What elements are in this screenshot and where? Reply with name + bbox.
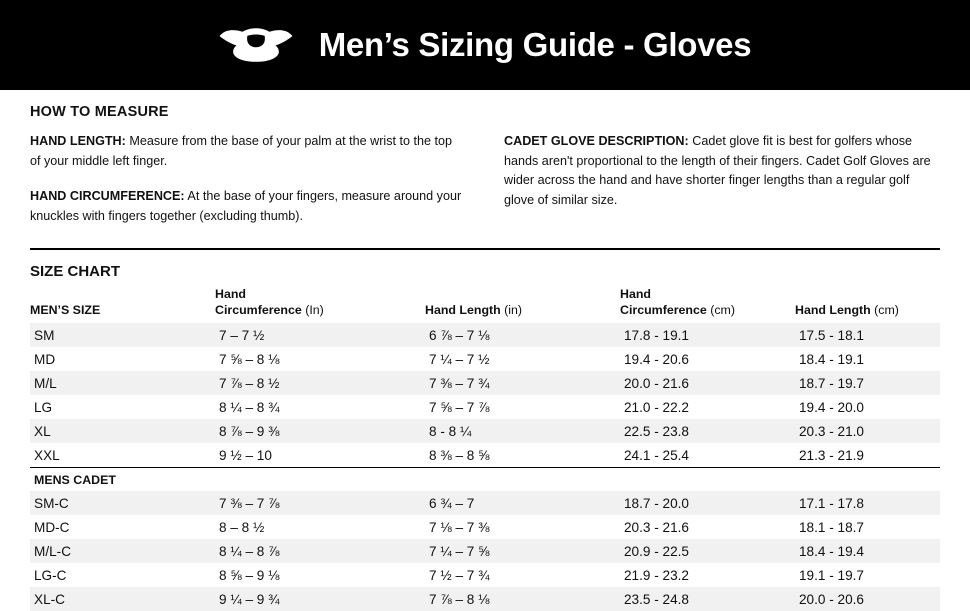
table-row xyxy=(30,443,940,468)
table-cell: 20.0 - 21.6 xyxy=(620,371,795,395)
table-cell: 9 ½ – 10 xyxy=(219,447,272,463)
table-cell: 17.8 - 19.1 xyxy=(620,323,795,347)
table-row xyxy=(30,539,940,563)
table-cell: 7 ⅞ – 8 ⅛ xyxy=(425,587,620,611)
cadet-glove-paragraph xyxy=(504,132,940,210)
table-cell: 18.1 - 18.7 xyxy=(799,519,864,535)
hand-length-paragraph xyxy=(30,132,466,171)
table-row xyxy=(30,491,940,515)
table-cell: 21.9 - 23.2 xyxy=(624,567,689,583)
column-header-length-cm xyxy=(795,286,940,323)
table-row xyxy=(30,419,940,443)
table-cell: 8 – 8 ½ xyxy=(219,519,265,535)
table-row xyxy=(30,515,940,539)
under-armour-logo xyxy=(219,24,293,66)
table-cell: 7 ⅜ – 7 ⅞ xyxy=(215,491,425,515)
table-cell: 17.1 - 17.8 xyxy=(795,491,940,515)
table-cell: 19.4 - 20.0 xyxy=(799,399,864,415)
column-header-line2: MEN’S SIZE xyxy=(30,303,101,318)
table-row xyxy=(30,587,940,611)
column-header-length-in xyxy=(425,286,620,323)
table-cell xyxy=(620,468,795,492)
table-cell: 6 ¾ – 7 xyxy=(425,491,620,515)
column-header-unit: (In) xyxy=(301,303,324,318)
column-header-line1: Hand xyxy=(215,287,246,302)
how-to-measure-columns xyxy=(30,132,940,242)
table-cell: 8 ¼ – 8 ¾ xyxy=(219,399,280,415)
section-divider xyxy=(30,248,940,250)
page-header xyxy=(0,0,970,90)
column-header-line2: Hand Length xyxy=(795,303,871,318)
table-cell: 8 ⅝ – 9 ⅛ xyxy=(219,567,280,583)
table-cell: 18.7 - 20.0 xyxy=(620,491,795,515)
column-header-circumference-in xyxy=(215,286,425,323)
size-chart-heading: SIZE CHART xyxy=(30,263,120,281)
table-cell: 20.9 - 22.5 xyxy=(620,539,795,563)
table-cell: 18.4 - 19.1 xyxy=(799,351,864,367)
table-cell: LG xyxy=(34,399,53,415)
table-cell: SM-C xyxy=(30,491,215,515)
table-cell: 24.1 - 25.4 xyxy=(624,447,689,463)
how-to-measure-right-column xyxy=(504,132,940,242)
table-cell: 20.3 - 21.0 xyxy=(795,419,940,443)
column-header-line1: Hand xyxy=(620,287,651,302)
table-cell: LG-C xyxy=(34,567,67,583)
table-cell: 7 ⅜ – 7 ¾ xyxy=(425,371,620,395)
table-cell: 18.7 - 19.7 xyxy=(795,371,940,395)
table-cell: 20.0 - 20.6 xyxy=(795,587,940,611)
table-cell: 8 - 8 ¼ xyxy=(425,419,620,443)
table-cell: M/L xyxy=(30,371,215,395)
size-chart-body xyxy=(30,323,940,611)
how-to-measure-heading: HOW TO MEASURE xyxy=(30,104,169,120)
cadet-glove-text: Cadet glove fit is best for golfers whose hands aren't proportional to the length of their fingers. Cadet Golf Gloves are wider across the hand and have shorter finger lengths than a regular golf glove of similar size. xyxy=(504,134,931,207)
table-cell: 7 ⅞ – 8 ½ xyxy=(215,371,425,395)
table-cell: 22.5 - 23.8 xyxy=(620,419,795,443)
cadet-glove-label: CADET GLOVE DESCRIPTION: xyxy=(504,134,689,148)
table-cell: 20.3 - 21.6 xyxy=(624,519,689,535)
column-header-line2: Circumference xyxy=(620,303,707,318)
column-header-unit: (cm) xyxy=(870,303,899,318)
table-cell xyxy=(215,468,425,492)
table-cell: 7 – 7 ½ xyxy=(215,323,425,347)
table-cell xyxy=(425,468,620,492)
table-cell: 21.0 - 22.2 xyxy=(624,399,689,415)
table-cell: 7 ¼ – 7 ½ xyxy=(429,351,490,367)
column-header-size xyxy=(30,286,215,323)
column-header-unit: (in) xyxy=(500,303,523,318)
table-cell: 9 ¼ – 9 ¾ xyxy=(215,587,425,611)
table-cell: M/L-C xyxy=(30,539,215,563)
size-chart-head xyxy=(30,286,940,323)
table-row xyxy=(30,323,940,347)
page-content xyxy=(0,104,970,611)
hand-length-text: Measure from the base of your palm at the wrist to the top of your middle left finger. xyxy=(30,134,453,168)
table-cell: 8 ⅞ – 9 ⅜ xyxy=(215,419,425,443)
table-subheader-row xyxy=(30,468,940,492)
table-cell: 7 ⅝ – 7 ⅞ xyxy=(429,399,490,415)
table-cell: 7 ⅝ – 8 ⅛ xyxy=(219,351,280,367)
table-cell: 7 ¼ – 7 ⅝ xyxy=(425,539,620,563)
table-cell: XL-C xyxy=(30,587,215,611)
table-cell: 21.3 - 21.9 xyxy=(799,447,864,463)
column-header-line2: Circumference xyxy=(215,303,302,318)
hand-length-label: HAND LENGTH: xyxy=(30,134,126,148)
how-to-measure-left-column xyxy=(30,132,466,242)
table-cell: 8 ⅜ – 8 ⅝ xyxy=(429,447,490,463)
table-cell: SM xyxy=(30,323,215,347)
table-cell: 23.5 - 24.8 xyxy=(620,587,795,611)
table-cell: 17.5 - 18.1 xyxy=(795,323,940,347)
table-row xyxy=(30,371,940,395)
table-cell: 18.4 - 19.4 xyxy=(795,539,940,563)
table-row xyxy=(30,395,940,419)
column-header-circumference-cm xyxy=(620,286,795,323)
table-cell: MD-C xyxy=(34,519,70,535)
hand-circumference-label: HAND CIRCUMFERENCE: xyxy=(30,189,185,204)
table-cell: 7 ⅛ – 7 ⅜ xyxy=(429,519,490,535)
page-title: Men’s Sizing Guide - Gloves xyxy=(318,26,752,63)
column-header-line2: Hand Length xyxy=(425,303,501,318)
table-cell: 7 ½ – 7 ¾ xyxy=(429,567,490,583)
hand-circumference-paragraph xyxy=(30,187,466,226)
table-cell xyxy=(795,468,940,492)
table-row xyxy=(30,347,940,371)
hand-circumference-text: At the base of your fingers, measure around your knuckles with fingers together (excluding thumb). xyxy=(30,189,462,223)
table-cell: XXL xyxy=(34,447,60,463)
table-cell: XL xyxy=(30,419,215,443)
table-header-row xyxy=(30,286,940,323)
size-chart-table xyxy=(30,286,940,611)
table-cell: 8 ¼ – 8 ⅞ xyxy=(215,539,425,563)
table-cell: 19.1 - 19.7 xyxy=(799,567,864,583)
table-cell: 19.4 - 20.6 xyxy=(624,351,689,367)
table-cell: 6 ⅞ – 7 ⅛ xyxy=(425,323,620,347)
table-row xyxy=(30,563,940,587)
table-cell: MENS CADET xyxy=(30,468,215,492)
column-header-unit: (cm) xyxy=(706,303,735,318)
table-cell: MD xyxy=(34,351,56,367)
